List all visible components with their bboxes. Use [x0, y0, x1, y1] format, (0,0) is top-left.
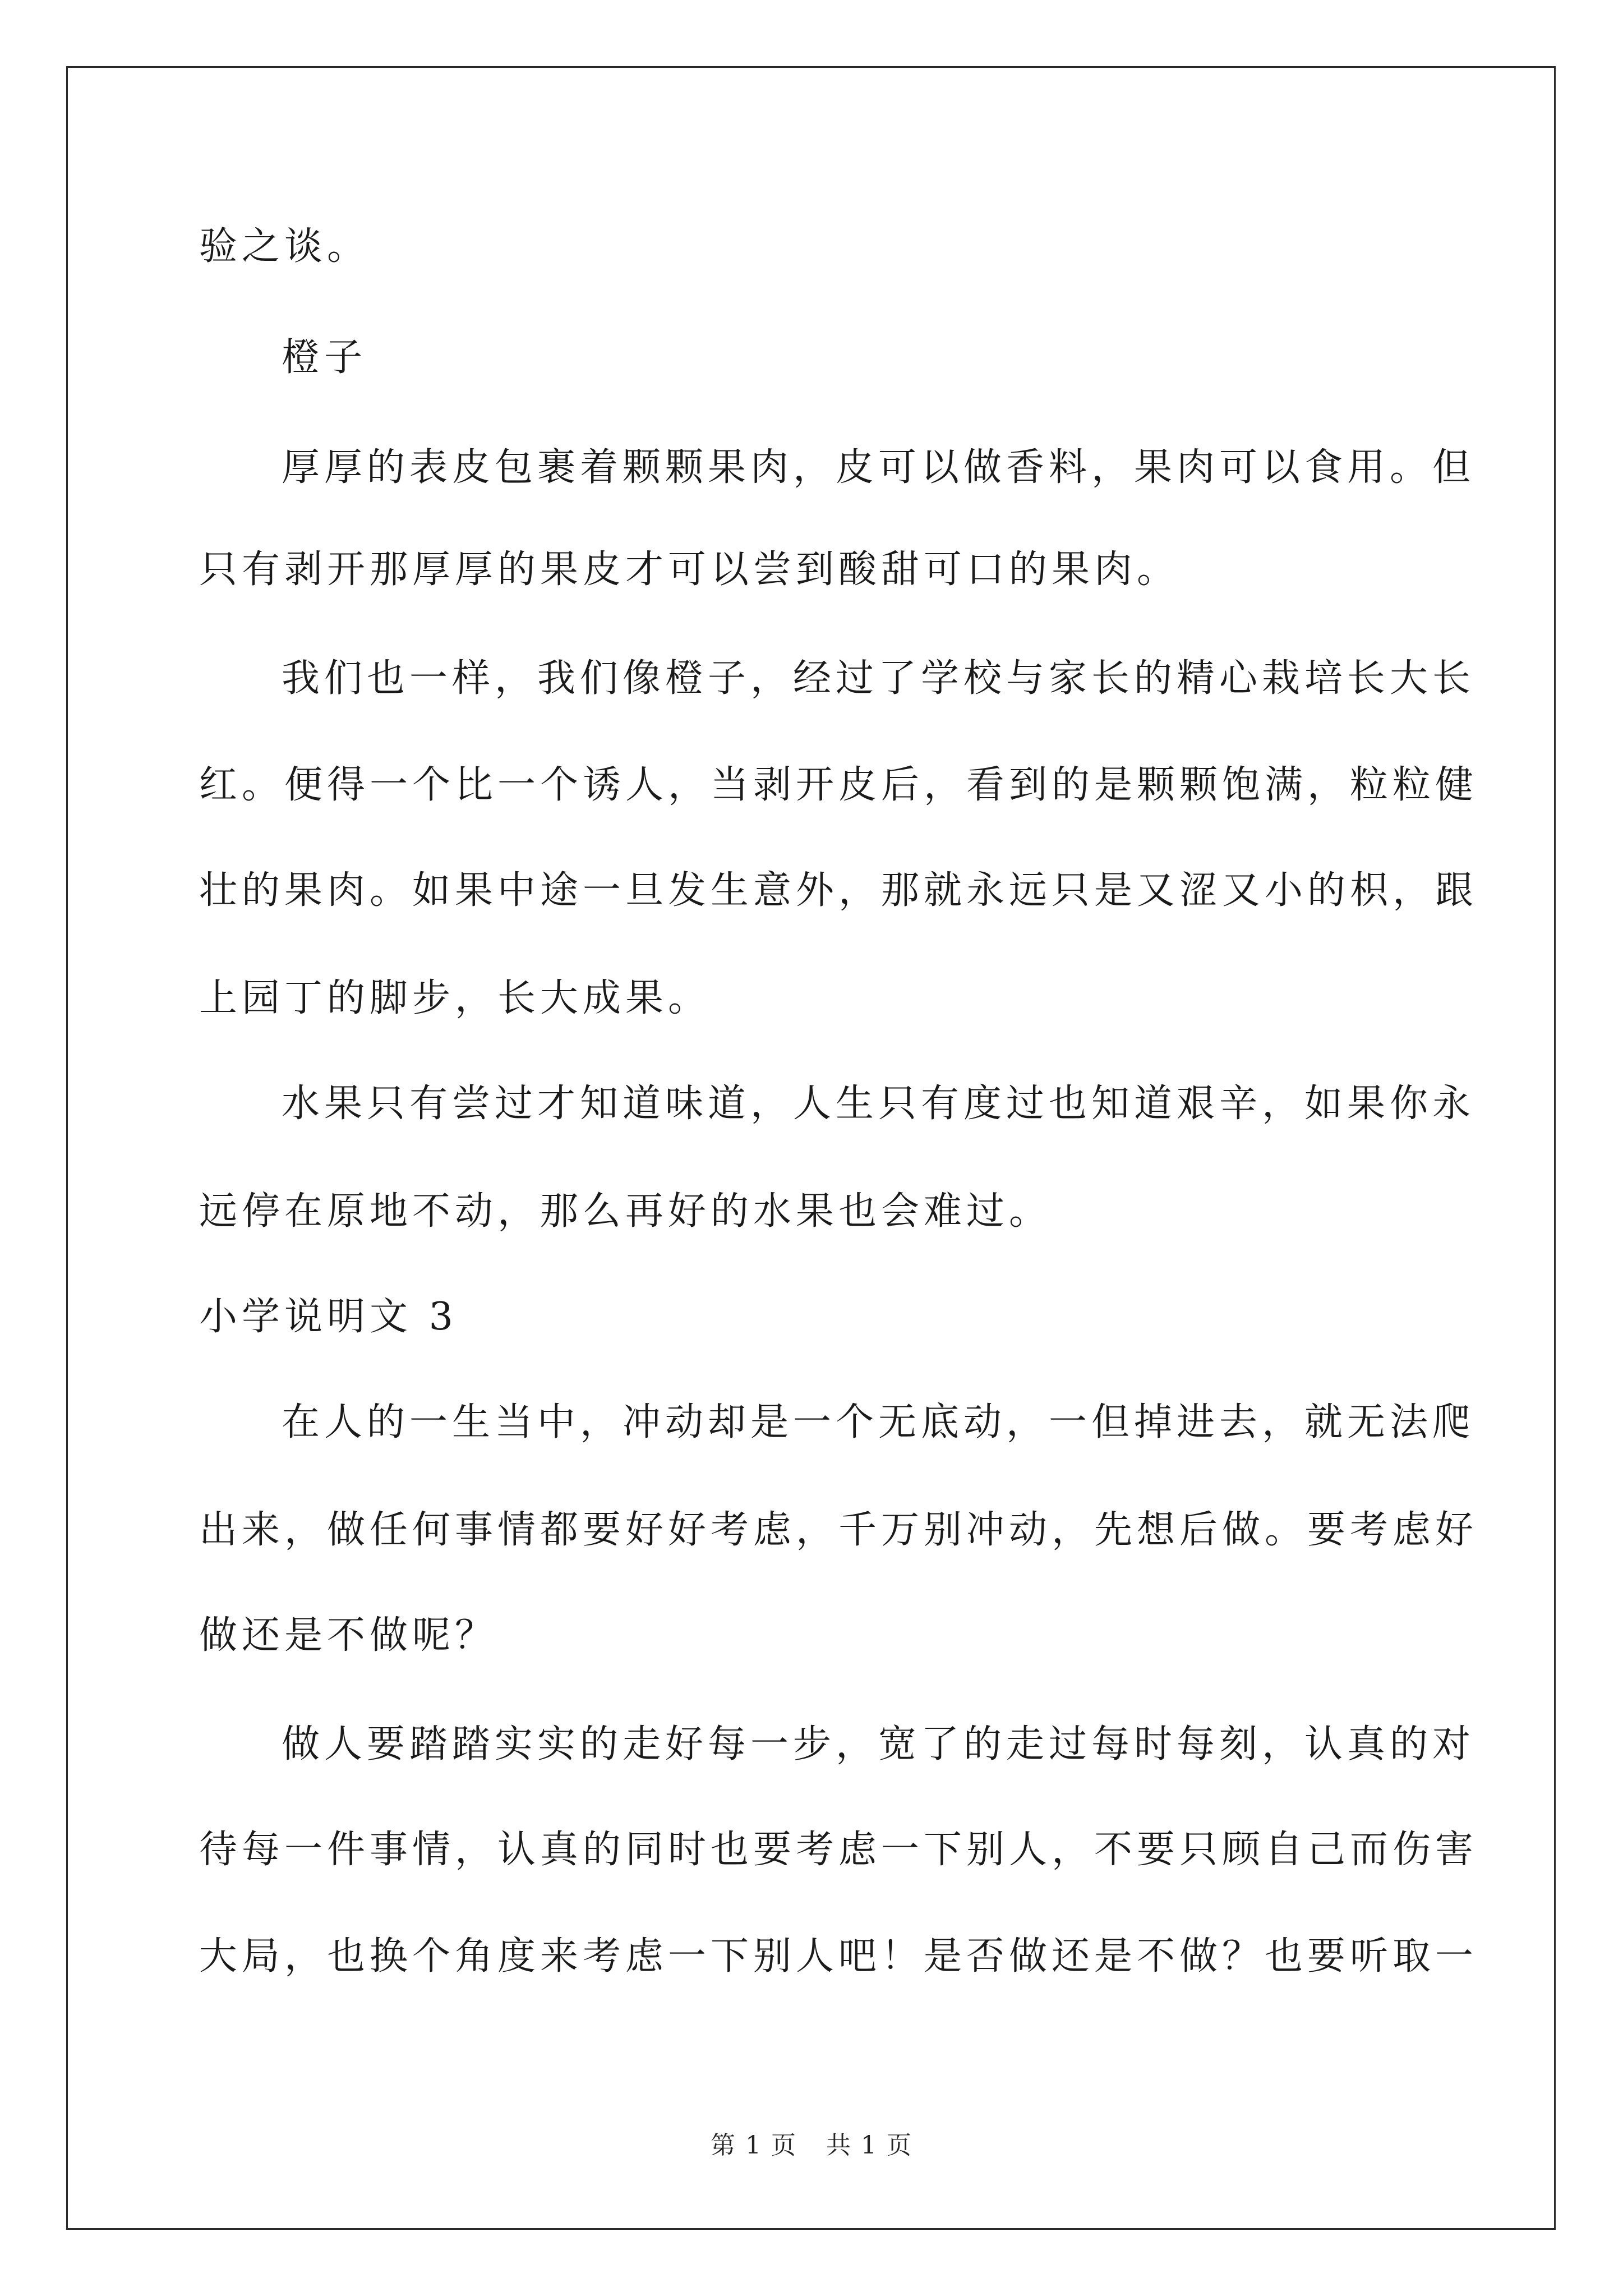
text-line: 验之谈。	[199, 224, 370, 269]
text-line: 出来，做任何事情都要好好考虑，千万别冲动，先想后做。要考虑好	[199, 1508, 1478, 1552]
page-total: 共 1 页	[826, 2131, 912, 2160]
text-line: 我们也一样，我们像橙子，经过了学校与家长的精心栽培长大长	[282, 656, 1476, 701]
text-line: 厚厚的表皮包裹着颗颗果肉，皮可以做香料，果肉可以食用。但	[282, 445, 1476, 490]
text-line: 上园丁的脚步，长大成果。	[199, 976, 711, 1020]
page-border	[66, 66, 1556, 2230]
section-heading: 小学说明文 3	[199, 1295, 458, 1339]
page-footer	[0, 2129, 1623, 2162]
text-line: 壮的果肉。如果中途一旦发生意外，那就永远只是又涩又小的枳，跟	[199, 868, 1478, 913]
page-number: 第 1 页	[711, 2131, 797, 2160]
text-line: 在人的一生当中，冲动却是一个无底动，一但掉进去，就无法爬	[282, 1400, 1476, 1444]
section-heading: 橙子	[282, 335, 367, 380]
text-line: 做人要踏踏实实的走好每一步，宽了的走过每时每刻，认真的对	[282, 1722, 1476, 1766]
text-line: 水果只有尝过才知道味道，人生只有度过也知道艰辛，如果你永	[282, 1082, 1476, 1126]
text-line: 远停在原地不动，那么再好的水果也会难过。	[199, 1189, 1052, 1234]
text-line: 红。便得一个比一个诱人，当剥开皮后，看到的是颗颗饱满，粒粒健	[199, 763, 1478, 807]
text-line: 只有剥开那厚厚的果皮才可以尝到酸甜可口的果肉。	[199, 547, 1180, 592]
text-line: 做还是不做呢？	[199, 1613, 498, 1658]
text-line: 大局，也换个角度来考虑一下别人吧！是否做还是不做？也要听取一	[199, 1934, 1478, 1978]
text-line: 待每一件事情，认真的同时也要考虑一下别人，不要只顾自己而伤害	[199, 1828, 1478, 1872]
